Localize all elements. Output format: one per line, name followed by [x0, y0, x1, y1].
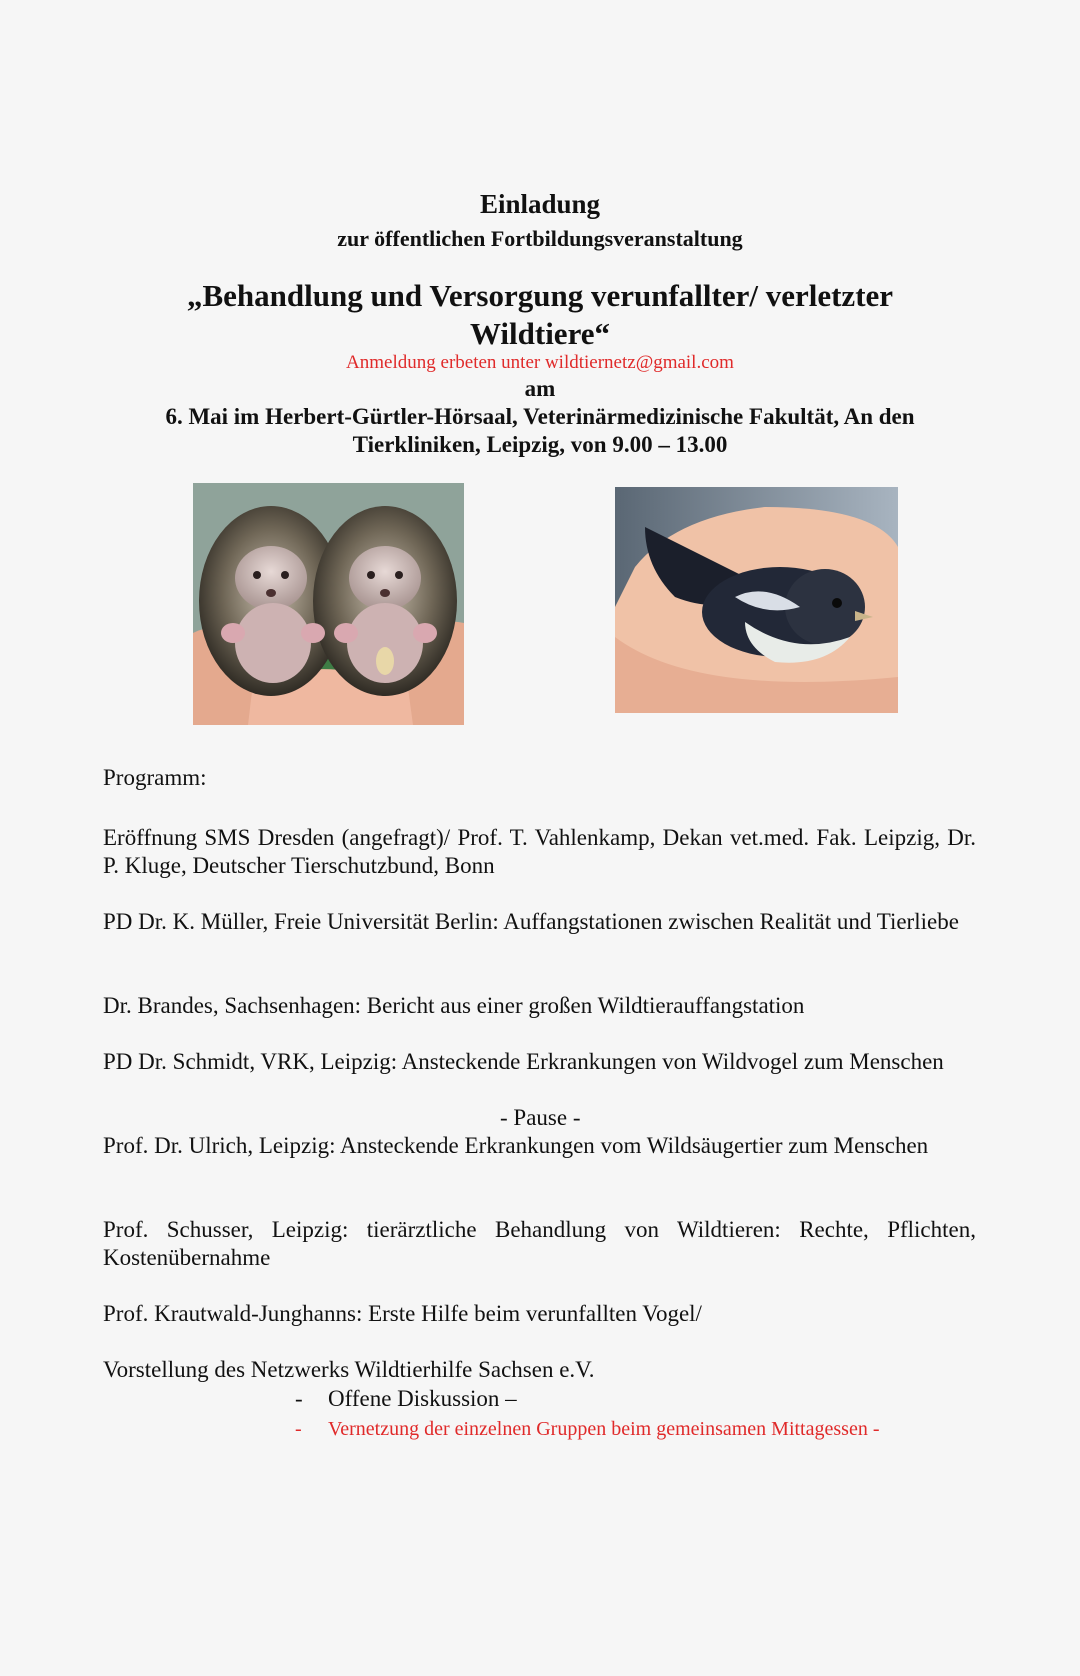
date-connector: am [524, 376, 556, 401]
pause-label: - Pause - [500, 1105, 581, 1130]
heading-subtitle: zur öffentlichen Fortbildungsveranstaltung [337, 226, 743, 251]
heading-einladung: Einladung [479, 189, 601, 219]
program-item: Prof. Krautwald-Junghanns: Erste Hilfe beim verunfallten Vogel/ [103, 1301, 702, 1326]
networking-line [295, 1418, 879, 1441]
event-title-line1: „Behandlung und Versorgung verunfallter/ verletzter [186, 278, 894, 313]
program-item: Dr. Brandes, Sachsenhagen: Bericht aus einer großen Wildtierauffangstation [103, 993, 805, 1018]
event-title-line2: Wildtiere“ [469, 316, 611, 351]
program-item: PD Dr. K. Müller, Freie Universität Berlin: Auffangstationen zwischen Realität und Tierliebe [103, 909, 959, 934]
program-item: Eröffnung SMS Dresden (angefragt)/ Prof. T. Vahlenkamp, Dekan vet.med. Fak. Leipzig, Dr. P. Kluge, Deutscher Tierschutzbund, Bonn [103, 825, 976, 878]
program-item: PD Dr. Schmidt, VRK, Leipzig: Ansteckende Erkrankungen von Wildvogel zum Menschen [103, 1049, 944, 1074]
program-item: Prof. Dr. Ulrich, Leipzig: Ansteckende Erkrankungen vom Wildsäugertier zum Menschen [103, 1133, 929, 1158]
networking-label: Vernetzung der einzelnen Gruppen beim gemeinsamen Mittagessen - [328, 1418, 880, 1440]
list-dash: - [295, 1418, 302, 1440]
hedgehogs-photo [193, 483, 464, 725]
location-line1: 6. Mai im Herbert-Gürtler-Hörsaal, Veterinärmedizinische Fakultät, An den [165, 404, 915, 429]
registration-note: Anmeldung erbeten unter wildtiernetz@gmail.com [346, 352, 734, 373]
discussion-label: Offene Diskussion – [328, 1386, 517, 1411]
list-dash: - [295, 1386, 303, 1411]
bird-photo [615, 487, 898, 713]
discussion-line [295, 1386, 517, 1412]
location-line2: Tierkliniken, Leipzig, von 9.00 – 13.00 [352, 432, 728, 457]
program-item: Prof. Schusser, Leipzig: tierärztliche Behandlung von Wildtieren: Rechte, Pflichten, Kostenübernahme [103, 1217, 976, 1270]
program-heading: Programm: [103, 765, 207, 790]
program-item: Vorstellung des Netzwerks Wildtierhilfe Sachsen e.V. [103, 1357, 595, 1382]
